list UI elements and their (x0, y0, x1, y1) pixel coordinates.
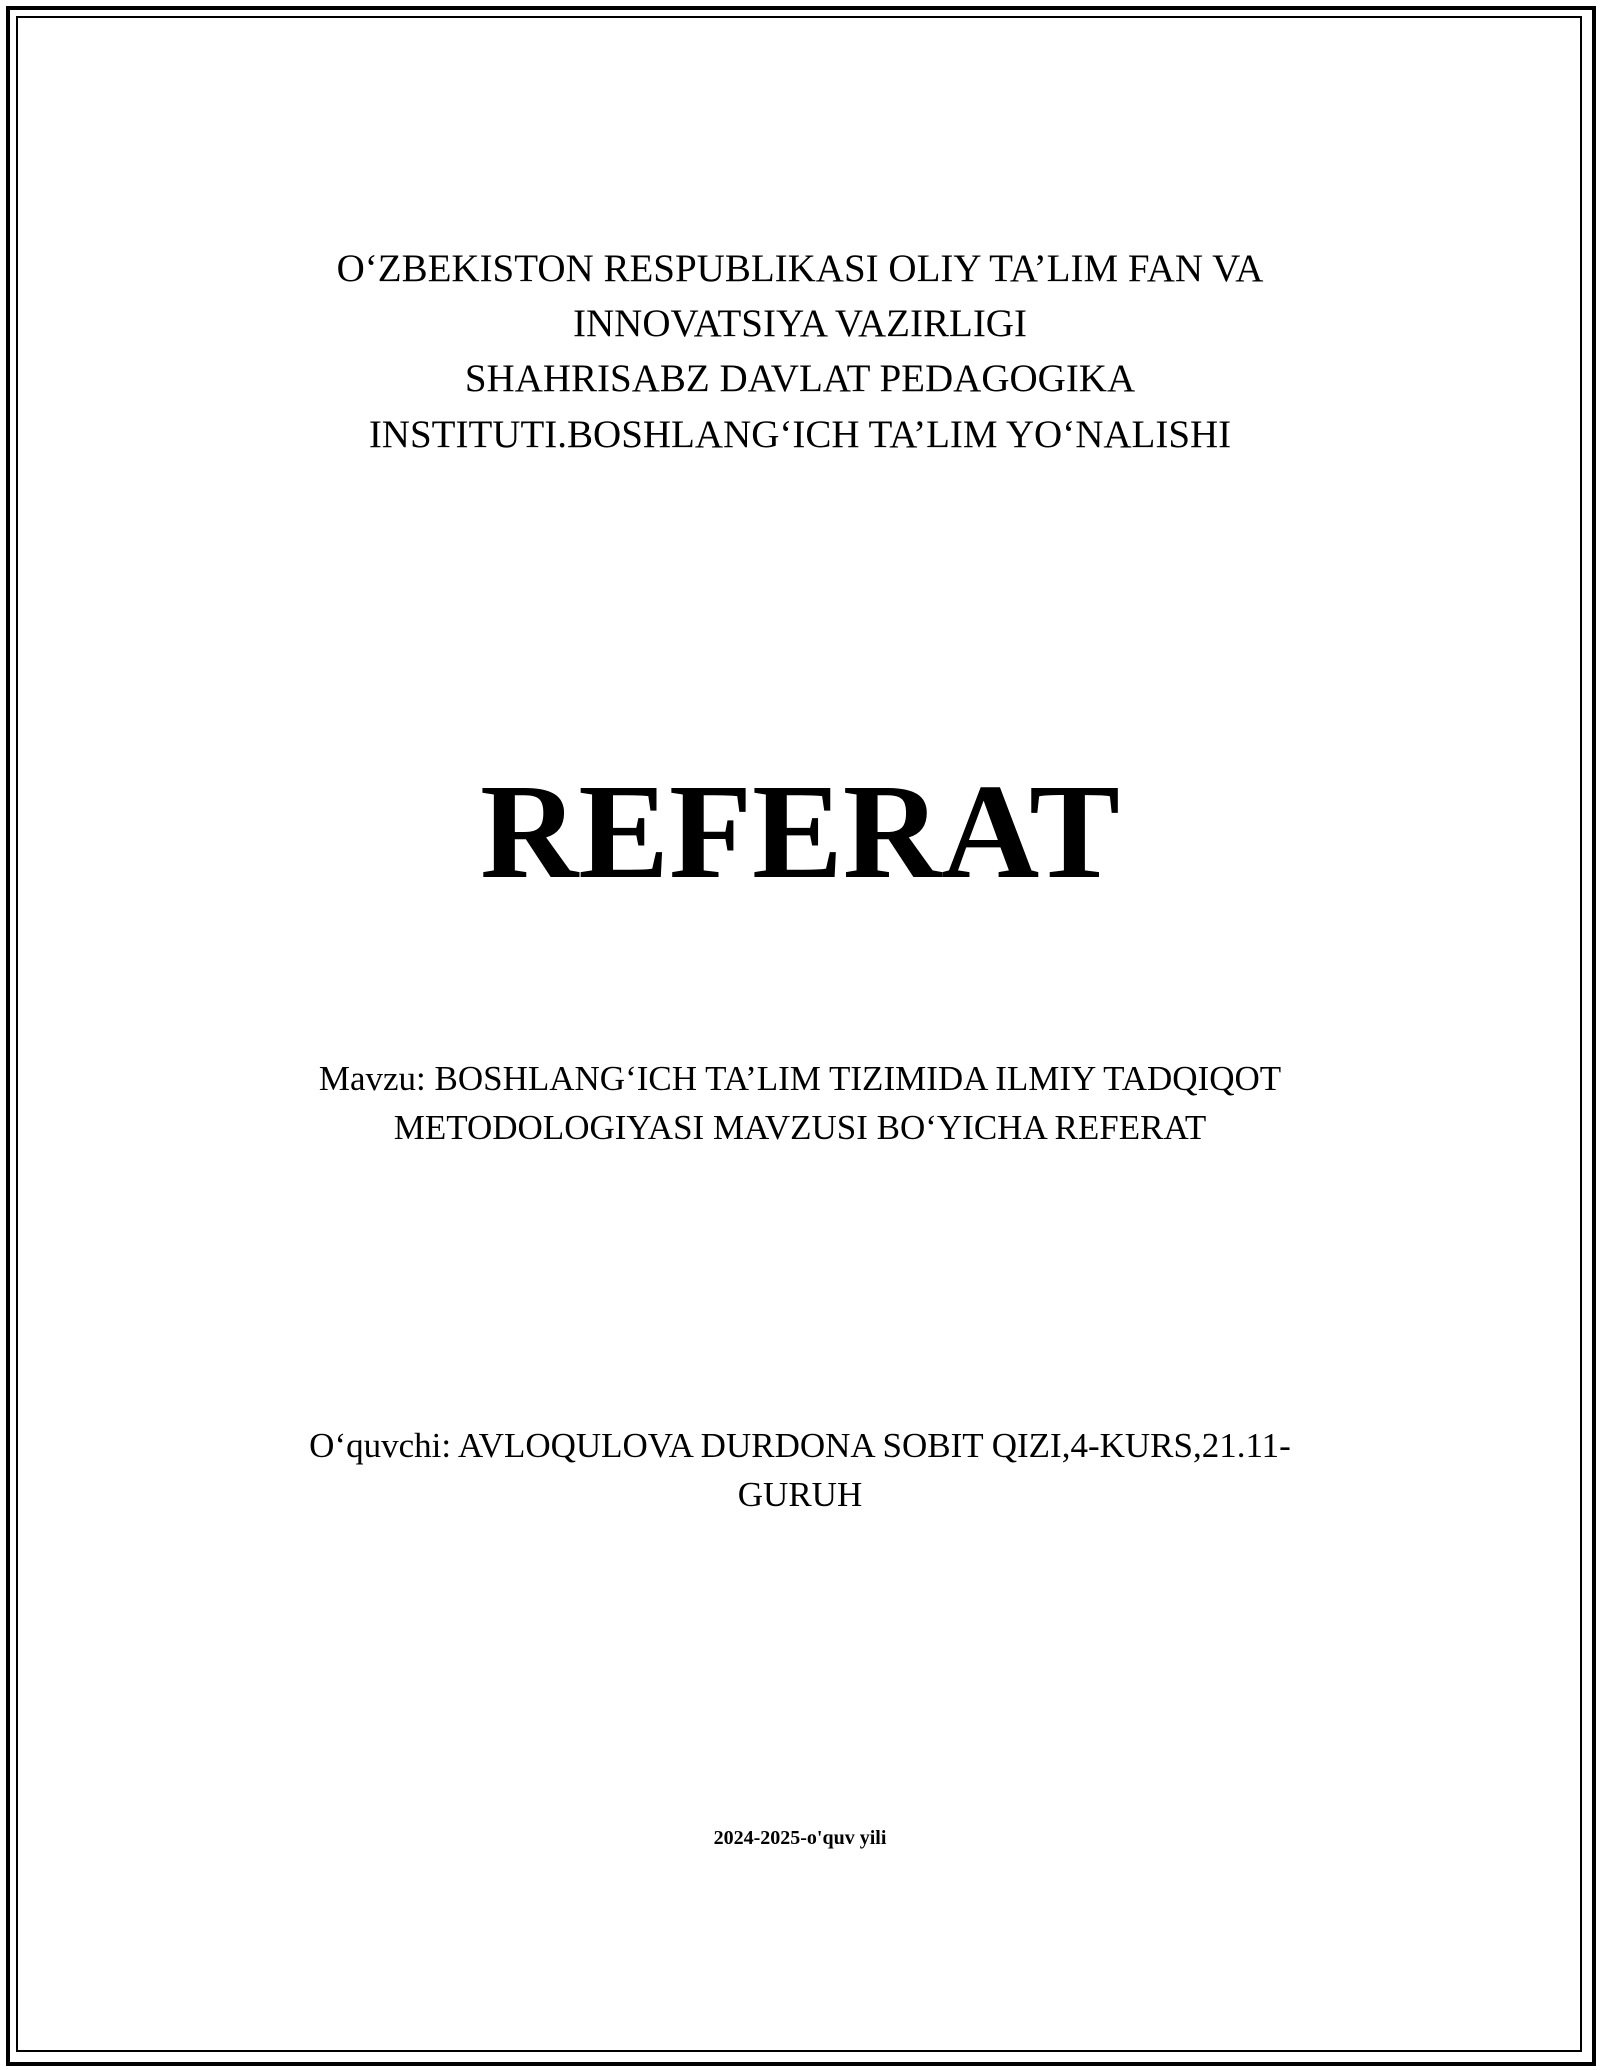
student-line-1: O‘quvchi: AVLOQULOVA DURDONA SOBIT QIZI,4-KURS,21.11- (309, 1426, 1291, 1465)
academic-year: 2024-2025-o'quv yili (713, 1827, 887, 1849)
institute-header-line-2: INSTITUTI.BOSHLANG‘ICH TA’LIM YO‘NALISHI (368, 413, 1232, 456)
ministry-header-line-2: INNOVATSIYA VAZIRLIGI (573, 302, 1027, 345)
ministry-header-line-1: O‘ZBEKISTON RESPUBLIKASI OLIY TA’LIM FAN VA (336, 247, 1264, 290)
student-line-2: GURUH (737, 1475, 863, 1514)
topic-line-2: METODOLOGIYASI MAVZUSI BO‘YICHA REFERAT (393, 1108, 1207, 1147)
topic-line-1: Mavzu: BOSHLANG‘ICH TA’LIM TIZIMIDA ILMIY TADQIQOT (318, 1059, 1282, 1098)
document-title: REFERAT (480, 757, 1120, 907)
institute-header-line-1: SHAHRISABZ DAVLAT PEDAGOGIKA (464, 357, 1136, 400)
